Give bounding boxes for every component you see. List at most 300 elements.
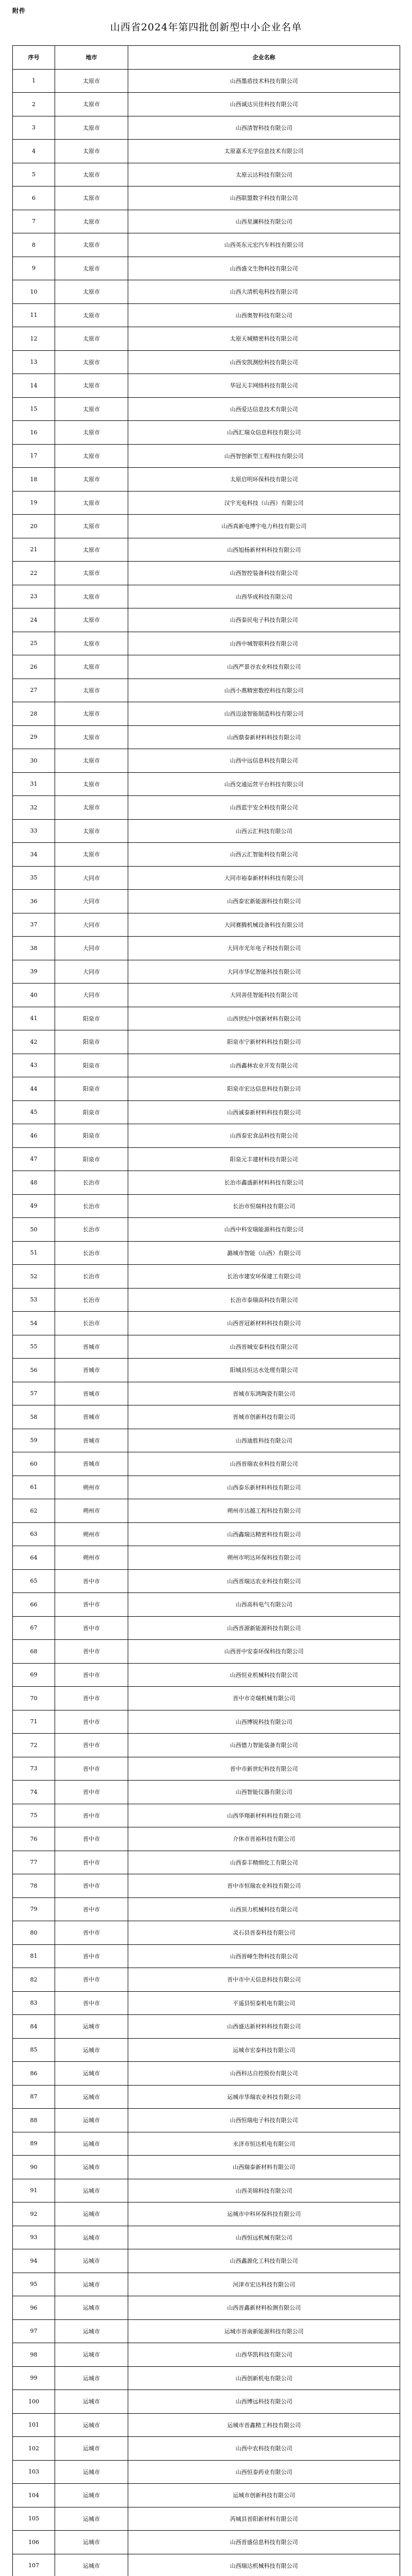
- row-index: 32: [13, 796, 55, 820]
- row-city: 太原市: [55, 725, 128, 749]
- row-city: 运城市: [55, 2390, 128, 2414]
- row-company: 长治市泰瑞高科技有限公司: [128, 1288, 400, 1312]
- table-row: [13, 1147, 400, 1171]
- row-company: 山西鑫瑞达精密科技有限公司: [128, 1522, 400, 1546]
- row-city: 太原市: [55, 421, 128, 445]
- row-index: 55: [13, 1335, 55, 1359]
- row-index: 84: [13, 2015, 55, 2039]
- row-index: 17: [13, 444, 55, 468]
- row-index: 52: [13, 1265, 55, 1289]
- table-row: [13, 2413, 400, 2437]
- row-city: 运城市: [55, 2015, 128, 2039]
- row-index: 5: [13, 163, 55, 187]
- row-index: 26: [13, 655, 55, 679]
- row-company: 大同善佳智能科技有限公司: [128, 984, 400, 1007]
- table-row: [13, 2296, 400, 2320]
- table-row: [13, 772, 400, 796]
- table-row: [13, 1124, 400, 1148]
- table-row: [13, 679, 400, 702]
- table-row: [13, 1593, 400, 1617]
- row-company: 潞城市智能（山西）有限公司: [128, 1241, 400, 1265]
- row-city: 太原市: [55, 585, 128, 608]
- row-company: 阳泉市宁新材料科技有限公司: [128, 1030, 400, 1054]
- table-row: [13, 1171, 400, 1195]
- row-company: 山西联盟数字科技有限公司: [128, 187, 400, 210]
- row-index: 102: [13, 2437, 55, 2461]
- table-row: [13, 1687, 400, 1710]
- table-row: [13, 749, 400, 773]
- row-city: 太原市: [55, 749, 128, 773]
- table-row: [13, 1781, 400, 1804]
- row-company: 山西创新机电有限公司: [128, 2366, 400, 2390]
- header-index: 序号: [13, 46, 55, 70]
- table-row: [13, 1405, 400, 1429]
- row-index: 92: [13, 2202, 55, 2226]
- row-company: 朔州市明达环保科技有限公司: [128, 1546, 400, 1570]
- row-city: 运城市: [55, 2484, 128, 2507]
- row-city: 太原市: [55, 843, 128, 867]
- row-index: 23: [13, 585, 55, 608]
- row-city: 太原市: [55, 819, 128, 843]
- row-company: 大同赛腾机械设备科技有限公司: [128, 913, 400, 937]
- table-row: [13, 1194, 400, 1218]
- row-index: 53: [13, 1288, 55, 1312]
- row-index: 60: [13, 1452, 55, 1476]
- table-row: [13, 1522, 400, 1546]
- row-index: 9: [13, 257, 55, 280]
- row-company: 山西晋瑞农业科技有限公司: [128, 1452, 400, 1476]
- table-row: [13, 210, 400, 233]
- row-company: 晋城市创新科技有限公司: [128, 1405, 400, 1429]
- row-city: 运城市: [55, 2413, 128, 2437]
- row-city: 太原市: [55, 444, 128, 468]
- row-city: 长治市: [55, 1194, 128, 1218]
- row-city: 长治市: [55, 1312, 128, 1335]
- row-city: 晋中市: [55, 1710, 128, 1734]
- row-company: 山西安凯测绘科技有限公司: [128, 350, 400, 374]
- table-row: [13, 2038, 400, 2062]
- row-index: 12: [13, 327, 55, 351]
- row-city: 太原市: [55, 257, 128, 280]
- row-city: 运城市: [55, 2507, 128, 2531]
- row-index: 7: [13, 210, 55, 233]
- row-company: 山西博远科技有限公司: [128, 2390, 400, 2414]
- row-city: 运城市: [55, 2273, 128, 2296]
- row-company: 运城市晋鑫精工科技有限公司: [128, 2413, 400, 2437]
- row-index: 71: [13, 1710, 55, 1734]
- row-index: 65: [13, 1569, 55, 1593]
- table-row: [13, 2062, 400, 2086]
- row-index: 50: [13, 1218, 55, 1242]
- row-city: 太原市: [55, 632, 128, 655]
- table-row: [13, 2437, 400, 2461]
- row-company: 山西智控装备科技有限公司: [128, 562, 400, 585]
- row-city: 太原市: [55, 562, 128, 585]
- row-index: 90: [13, 2156, 55, 2179]
- row-city: 朔州市: [55, 1546, 128, 1570]
- row-city: 太原市: [55, 374, 128, 398]
- row-company: 介休市晋裕科技有限公司: [128, 1827, 400, 1851]
- row-city: 太原市: [55, 140, 128, 163]
- row-index: 48: [13, 1171, 55, 1195]
- row-company: 太原天城精密科技有限公司: [128, 327, 400, 351]
- row-city: 运城市: [55, 2437, 128, 2461]
- row-index: 63: [13, 1522, 55, 1546]
- table-row: [13, 1897, 400, 1921]
- row-index: 68: [13, 1640, 55, 1664]
- row-index: 107: [13, 2554, 55, 2576]
- row-city: 运城市: [55, 2202, 128, 2226]
- table-row: [13, 1476, 400, 1499]
- row-company: 山西诚泰新材料科技有限公司: [128, 1100, 400, 1124]
- row-city: 运城市: [55, 2343, 128, 2367]
- row-index: 18: [13, 468, 55, 492]
- row-index: 14: [13, 374, 55, 398]
- row-index: 78: [13, 1874, 55, 1898]
- row-index: 35: [13, 866, 55, 890]
- row-city: 运城市: [55, 2249, 128, 2273]
- row-city: 阳泉市: [55, 1100, 128, 1124]
- row-company: 山西瑞达机械科技有限公司: [128, 2554, 400, 2576]
- row-city: 太原市: [55, 538, 128, 562]
- row-company: 灵石县晋泰科技有限公司: [128, 1921, 400, 1945]
- row-company: 山西美锦科技有限公司: [128, 2179, 400, 2202]
- table-row: [13, 2156, 400, 2179]
- row-company: 运城市晋南新能源科技有限公司: [128, 2319, 400, 2343]
- row-index: 33: [13, 819, 55, 843]
- row-company: 永济市恒达机电有限公司: [128, 2132, 400, 2156]
- table-row: [13, 655, 400, 679]
- row-index: 82: [13, 1968, 55, 1992]
- row-city: 太原市: [55, 210, 128, 233]
- row-company: 山西真新电博宇电力科技有限公司: [128, 515, 400, 538]
- table-row: [13, 1757, 400, 1781]
- table-row: [13, 2554, 400, 2576]
- row-city: 晋城市: [55, 1405, 128, 1429]
- row-company: 山西恒瑞电子科技有限公司: [128, 2109, 400, 2132]
- row-company: 山西华成科技有限公司: [128, 585, 400, 608]
- row-company: 山西严景谷农业科技有限公司: [128, 655, 400, 679]
- table-row: [13, 280, 400, 304]
- row-index: 42: [13, 1030, 55, 1054]
- table-row: [13, 374, 400, 398]
- table-row: [13, 187, 400, 210]
- row-city: 阳泉市: [55, 1007, 128, 1030]
- row-city: 晋中市: [55, 1569, 128, 1593]
- table-row: [13, 819, 400, 843]
- row-company: 山西晋冠新材料科技有限公司: [128, 1312, 400, 1335]
- table-row: [13, 1874, 400, 1898]
- row-company: 山西华翔新材料科技有限公司: [128, 1804, 400, 1827]
- table-row: [13, 2343, 400, 2367]
- row-index: 16: [13, 421, 55, 445]
- row-index: 58: [13, 1405, 55, 1429]
- row-city: 晋中市: [55, 1734, 128, 1757]
- row-company: 山西奥智科技有限公司: [128, 303, 400, 327]
- row-company: 晋中市奇瑞机械有限公司: [128, 1687, 400, 1710]
- row-company: 山西汇瑞众信息科技有限公司: [128, 421, 400, 445]
- row-company: 山西清智科技有限公司: [128, 116, 400, 140]
- row-company: 山西中农科技有限公司: [128, 2437, 400, 2461]
- row-city: 晋城市: [55, 1382, 128, 1405]
- row-company: 山西晋盛信息科技有限公司: [128, 2531, 400, 2554]
- row-company: 山西云汇智能科技有限公司: [128, 843, 400, 867]
- row-index: 13: [13, 350, 55, 374]
- table-row: [13, 937, 400, 960]
- row-city: 运城市: [55, 2156, 128, 2179]
- row-city: 晋中市: [55, 1874, 128, 1898]
- table-row: [13, 890, 400, 913]
- row-index: 2: [13, 93, 55, 116]
- row-index: 76: [13, 1827, 55, 1851]
- row-company: 山西华凯科技有限公司: [128, 2343, 400, 2367]
- row-index: 28: [13, 702, 55, 726]
- row-index: 88: [13, 2109, 55, 2132]
- row-city: 晋中市: [55, 1616, 128, 1640]
- row-index: 29: [13, 725, 55, 749]
- table-row: [13, 538, 400, 562]
- row-index: 8: [13, 233, 55, 257]
- row-city: 太原市: [55, 515, 128, 538]
- table-row: [13, 1804, 400, 1827]
- row-index: 91: [13, 2179, 55, 2202]
- table-row: [13, 397, 400, 421]
- row-city: 太原市: [55, 397, 128, 421]
- row-index: 95: [13, 2273, 55, 2296]
- row-city: 太原市: [55, 327, 128, 351]
- table-row: [13, 1030, 400, 1054]
- header-city: 地市: [55, 46, 128, 70]
- table-row: [13, 562, 400, 585]
- row-city: 晋中市: [55, 1757, 128, 1781]
- table-row: [13, 585, 400, 608]
- row-index: 34: [13, 843, 55, 867]
- table-row: [13, 984, 400, 1007]
- row-city: 运城市: [55, 2109, 128, 2132]
- row-city: 太原市: [55, 233, 128, 257]
- table-row: [13, 1077, 400, 1101]
- row-company: 山西旭杨新材料科技有限公司: [128, 538, 400, 562]
- row-city: 晋城市: [55, 1429, 128, 1452]
- row-city: 太原市: [55, 796, 128, 820]
- row-city: 大同市: [55, 890, 128, 913]
- row-index: 57: [13, 1382, 55, 1405]
- row-city: 太原市: [55, 772, 128, 796]
- row-index: 38: [13, 937, 55, 960]
- table-row: [13, 632, 400, 655]
- row-index: 86: [13, 2062, 55, 2086]
- row-company: 山西泰丰精细化工有限公司: [128, 1851, 400, 1874]
- table-row: [13, 1429, 400, 1452]
- row-index: 4: [13, 140, 55, 163]
- row-company: 太原嘉禾光学信息技术有限公司: [128, 140, 400, 163]
- table-row: [13, 327, 400, 351]
- table-row: [13, 843, 400, 867]
- row-index: 36: [13, 890, 55, 913]
- row-company: 山西迪胜科技有限公司: [128, 1429, 400, 1452]
- table-row: [13, 1100, 400, 1124]
- table-row: [13, 421, 400, 445]
- table-row: [13, 2484, 400, 2507]
- table-row: [13, 1991, 400, 2015]
- table-row: [13, 1452, 400, 1476]
- header-company: 企业名称: [128, 46, 400, 70]
- row-company: 山西盛文生物科技有限公司: [128, 257, 400, 280]
- row-company: 山西晋中安泰环保科技有限公司: [128, 1640, 400, 1664]
- row-company: 大同市光年电子科技有限公司: [128, 937, 400, 960]
- attachment-label: 附件: [12, 7, 26, 14]
- row-company: 汉宇光电科技（山西）有限公司: [128, 491, 400, 515]
- row-company: 山西鼎泰新材料科技有限公司: [128, 725, 400, 749]
- row-company: 山西晋城安泰科技有限公司: [128, 1335, 400, 1359]
- row-company: 山西恒业机械科技有限公司: [128, 1663, 400, 1687]
- row-company: 山西智能仪器有限公司: [128, 1781, 400, 1804]
- table-row: [13, 444, 400, 468]
- row-company: 山西鑫源化工科技有限公司: [128, 2249, 400, 2273]
- row-index: 6: [13, 187, 55, 210]
- row-company: 山西诚达贝佳科技有限公司: [128, 93, 400, 116]
- row-company: 山西高科电气有限公司: [128, 1593, 400, 1617]
- row-company: 山西晋瑞达农业科技有限公司: [128, 1569, 400, 1593]
- row-city: 运城市: [55, 2319, 128, 2343]
- row-index: 54: [13, 1312, 55, 1335]
- row-city: 太原市: [55, 280, 128, 304]
- row-index: 83: [13, 1991, 55, 2015]
- table-row: [13, 866, 400, 890]
- row-company: 山西蓝宇安全科技有限公司: [128, 796, 400, 820]
- row-company: 河津市宏达科技有限公司: [128, 2273, 400, 2296]
- row-index: 70: [13, 1687, 55, 1710]
- table-row: [13, 2366, 400, 2390]
- table-row: [13, 2015, 400, 2039]
- row-company: 山西泰民电子科技有限公司: [128, 608, 400, 632]
- table-row: [13, 1499, 400, 1523]
- row-city: 晋城市: [55, 1359, 128, 1382]
- table-row: [13, 163, 400, 187]
- row-city: 运城市: [55, 2062, 128, 2086]
- row-company: 长治市恒瑞科技有限公司: [128, 1194, 400, 1218]
- row-company: 大同市华亿智能科技有限公司: [128, 960, 400, 984]
- row-company: 山西盛达新材料科技有限公司: [128, 2015, 400, 2039]
- row-index: 106: [13, 2531, 55, 2554]
- row-index: 104: [13, 2484, 55, 2507]
- row-company: 山西科达自控股份有限公司: [128, 2062, 400, 2086]
- row-company: 山西星澜科技有限公司: [128, 210, 400, 233]
- row-city: 晋中市: [55, 1944, 128, 1968]
- row-index: 101: [13, 2413, 55, 2437]
- row-index: 74: [13, 1781, 55, 1804]
- table-header: [13, 46, 400, 70]
- row-company: 晋中市恒瑞农业科技有限公司: [128, 1874, 400, 1898]
- row-city: 长治市: [55, 1218, 128, 1242]
- row-company: 山西世纪中创新材料有限公司: [128, 1007, 400, 1030]
- row-index: 41: [13, 1007, 55, 1030]
- row-city: 朔州市: [55, 1499, 128, 1523]
- row-company: 山西墨盾技术科技有限公司: [128, 69, 400, 93]
- row-company: 太原启明环保科技有限公司: [128, 468, 400, 492]
- row-city: 晋中市: [55, 1804, 128, 1827]
- row-city: 晋中市: [55, 1640, 128, 1664]
- row-index: 85: [13, 2038, 55, 2062]
- row-city: 朔州市: [55, 1522, 128, 1546]
- table-row: [13, 1218, 400, 1242]
- table-row: [13, 1007, 400, 1030]
- table-row: [13, 1569, 400, 1593]
- row-city: 太原市: [55, 679, 128, 702]
- row-company: 大同市裕泰新材料科技有限公司: [128, 866, 400, 890]
- table-row: [13, 796, 400, 820]
- table-row: [13, 2109, 400, 2132]
- row-index: 19: [13, 491, 55, 515]
- row-city: 晋城市: [55, 1335, 128, 1359]
- row-company: 山西泰宏食品科技有限公司: [128, 1124, 400, 1148]
- row-city: 晋中市: [55, 1968, 128, 1992]
- row-city: 大同市: [55, 937, 128, 960]
- row-company: 山西瑞泰新材料有限公司: [128, 2156, 400, 2179]
- row-city: 太原市: [55, 69, 128, 93]
- row-index: 51: [13, 1241, 55, 1265]
- row-company: 山西恒远机械有限公司: [128, 2226, 400, 2249]
- document-title: 山西省2024年第四批创新型中小企业名单: [110, 22, 302, 33]
- row-company: 山西英东元宏汽车科技有限公司: [128, 233, 400, 257]
- row-company: 运城市宏泰科技有限公司: [128, 2038, 400, 2062]
- row-city: 运城市: [55, 2460, 128, 2484]
- row-company: 朔州市达越工程科技有限公司: [128, 1499, 400, 1523]
- row-city: 阳泉市: [55, 1124, 128, 1148]
- table-row: [13, 1851, 400, 1874]
- table-row: [13, 1827, 400, 1851]
- row-city: 大同市: [55, 913, 128, 937]
- row-index: 66: [13, 1593, 55, 1617]
- row-index: 94: [13, 2249, 55, 2273]
- row-city: 太原市: [55, 163, 128, 187]
- row-city: 运城市: [55, 2132, 128, 2156]
- row-city: 太原市: [55, 350, 128, 374]
- table-row: [13, 960, 400, 984]
- row-city: 晋中市: [55, 1663, 128, 1687]
- row-city: 太原市: [55, 702, 128, 726]
- table-row: [13, 1710, 400, 1734]
- row-index: 103: [13, 2460, 55, 2484]
- table-row: [13, 1054, 400, 1077]
- row-city: 运城市: [55, 2531, 128, 2554]
- row-index: 43: [13, 1054, 55, 1077]
- row-index: 72: [13, 1734, 55, 1757]
- row-city: 太原市: [55, 608, 128, 632]
- row-company: 山西中科安瑞能源科技有限公司: [128, 1218, 400, 1242]
- row-index: 30: [13, 749, 55, 773]
- row-index: 99: [13, 2366, 55, 2390]
- row-index: 93: [13, 2226, 55, 2249]
- table-row: [13, 2507, 400, 2531]
- table-row: [13, 350, 400, 374]
- row-index: 67: [13, 1616, 55, 1640]
- row-index: 87: [13, 2085, 55, 2109]
- table-row: [13, 1734, 400, 1757]
- table-row: [13, 2179, 400, 2202]
- row-company: 阳泉市宏达信息科技有限公司: [128, 1077, 400, 1101]
- row-company: 山西顶力机械科技有限公司: [128, 1897, 400, 1921]
- row-index: 77: [13, 1851, 55, 1874]
- row-company: 太原云达科技有限公司: [128, 163, 400, 187]
- table-row: [13, 2085, 400, 2109]
- table-row: [13, 913, 400, 937]
- row-city: 晋中市: [55, 1921, 128, 1945]
- row-index: 62: [13, 1499, 55, 1523]
- row-company: 运城市华瑞农业科技有限公司: [128, 2085, 400, 2109]
- row-index: 64: [13, 1546, 55, 1570]
- row-company: 山西智创新型工程科技有限公司: [128, 444, 400, 468]
